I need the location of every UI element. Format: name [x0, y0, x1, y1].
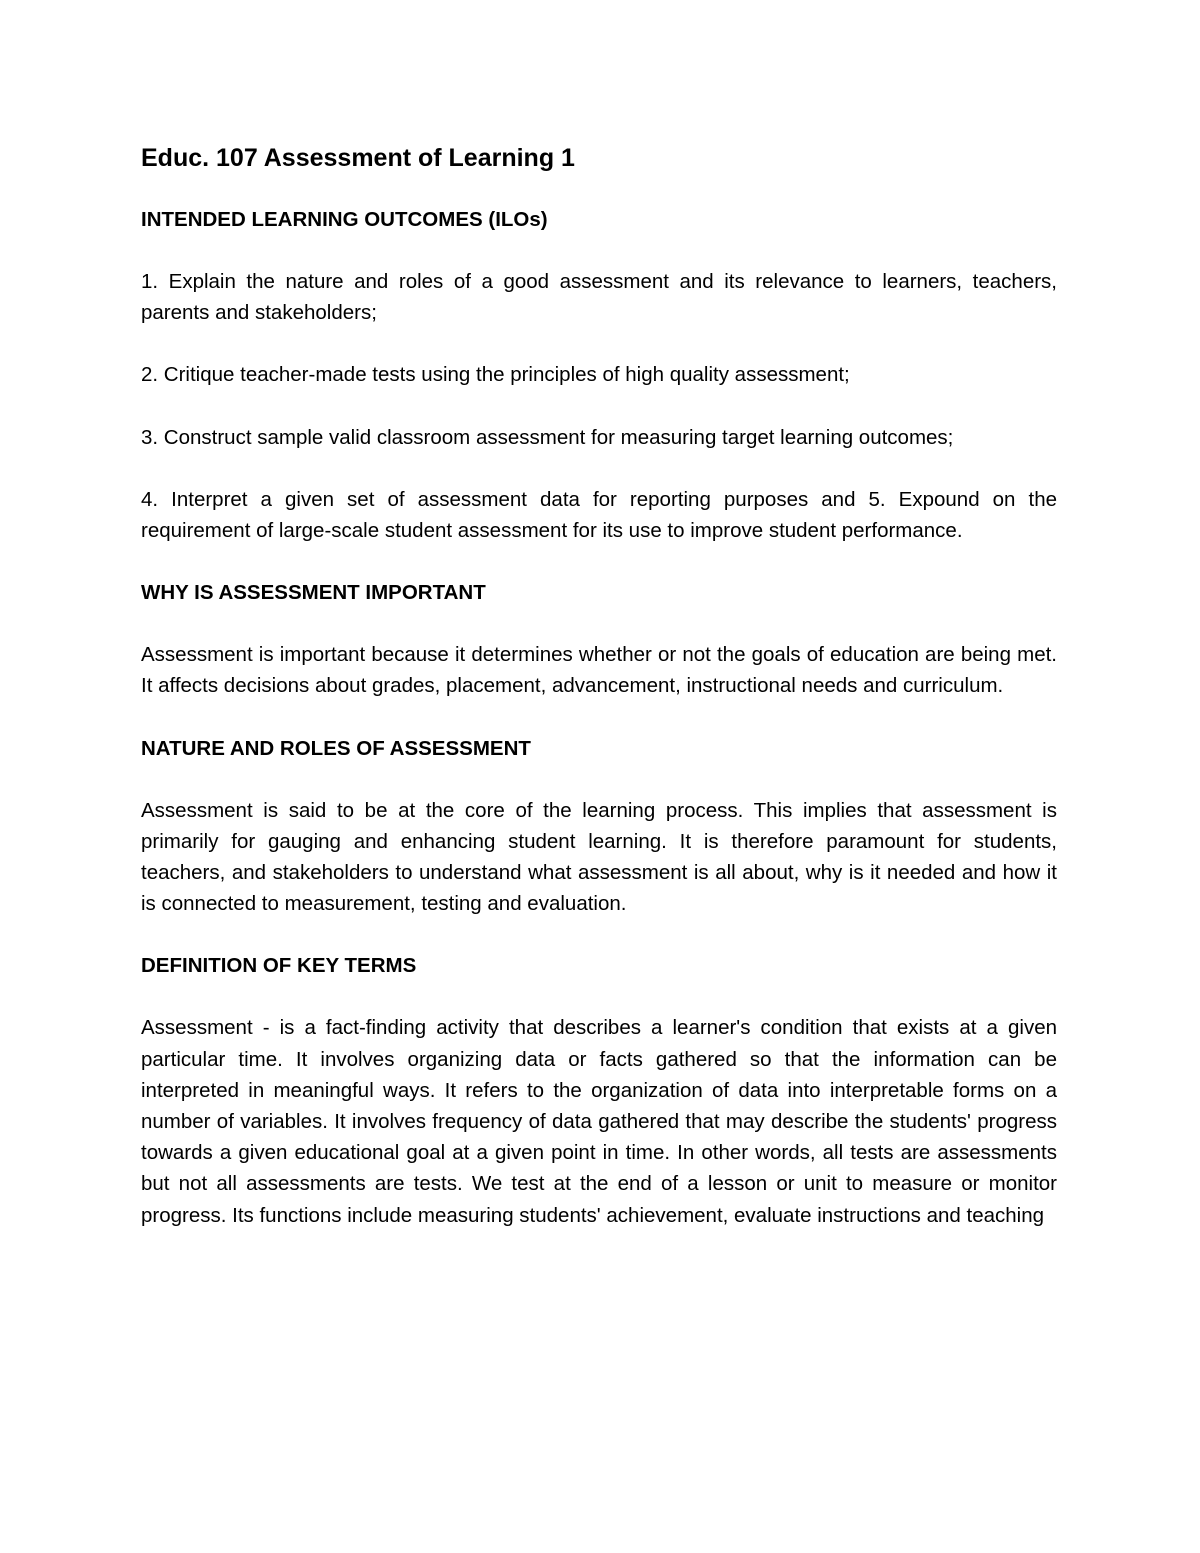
ilo-heading: INTENDED LEARNING OUTCOMES (ILOs)	[141, 208, 548, 231]
why-assessment-heading: WHY IS ASSESSMENT IMPORTANT	[141, 581, 486, 605]
ilo-item-4: 4. Interpret a given set of assessment data for reporting purposes and 5. Expound on the requirement of large-scale student assessment for its use to improve student performance.	[141, 487, 1057, 543]
document-page	[141, 140, 1057, 1231]
ilo-item-1: 1. Explain the nature and roles of a good assessment and its relevance to learners, teachers, parents and stakeholders;	[141, 270, 1057, 325]
nature-roles-heading: NATURE AND ROLES OF ASSESSMENT	[141, 736, 531, 760]
ilo-item-3: 3. Construct sample valid classroom assessment for measuring target learning outcomes;	[141, 425, 954, 449]
nature-roles-paragraph: Assessment is said to be at the core of the learning process. This implies that assessment is primarily for gauging and enhancing student learning. It is therefore paramount for students, teachers, and stakeholders to understand what assessment is all about, why is it needed and how it is connected to measurement, testing and evaluation.	[141, 798, 1057, 916]
why-assessment-paragraph: Assessment is important because it determines whether or not the goals of education are being met. It affects decisions about grades, placement, advancement, instructional needs and curriculum.	[141, 643, 1057, 698]
definition-heading: DEFINITION OF KEY TERMS	[141, 954, 417, 978]
definition-paragraph: Assessment - is a fact-finding activity that describes a learner's condition that exists at a given particular time. It involves organizing data or facts gathered so that the information can be interpreted in meaningful ways. It refers to the organization of data into interpretable forms on a number of variables. It involves frequency of data gathered that may describe the students' progress towards a given educational goal at a given point in time. In other words, all tests are assessments but not all assessments are tests. We test at the end of a lesson or unit to measure or monitor progress. Its functions include measuring students' achievement, evaluate instructions and teaching	[141, 1016, 1057, 1227]
document-title: Educ. 107 Assessment of Learning 1	[141, 144, 575, 172]
ilo-item-2: 2. Critique teacher-made tests using the principles of high quality assessment;	[141, 363, 850, 387]
